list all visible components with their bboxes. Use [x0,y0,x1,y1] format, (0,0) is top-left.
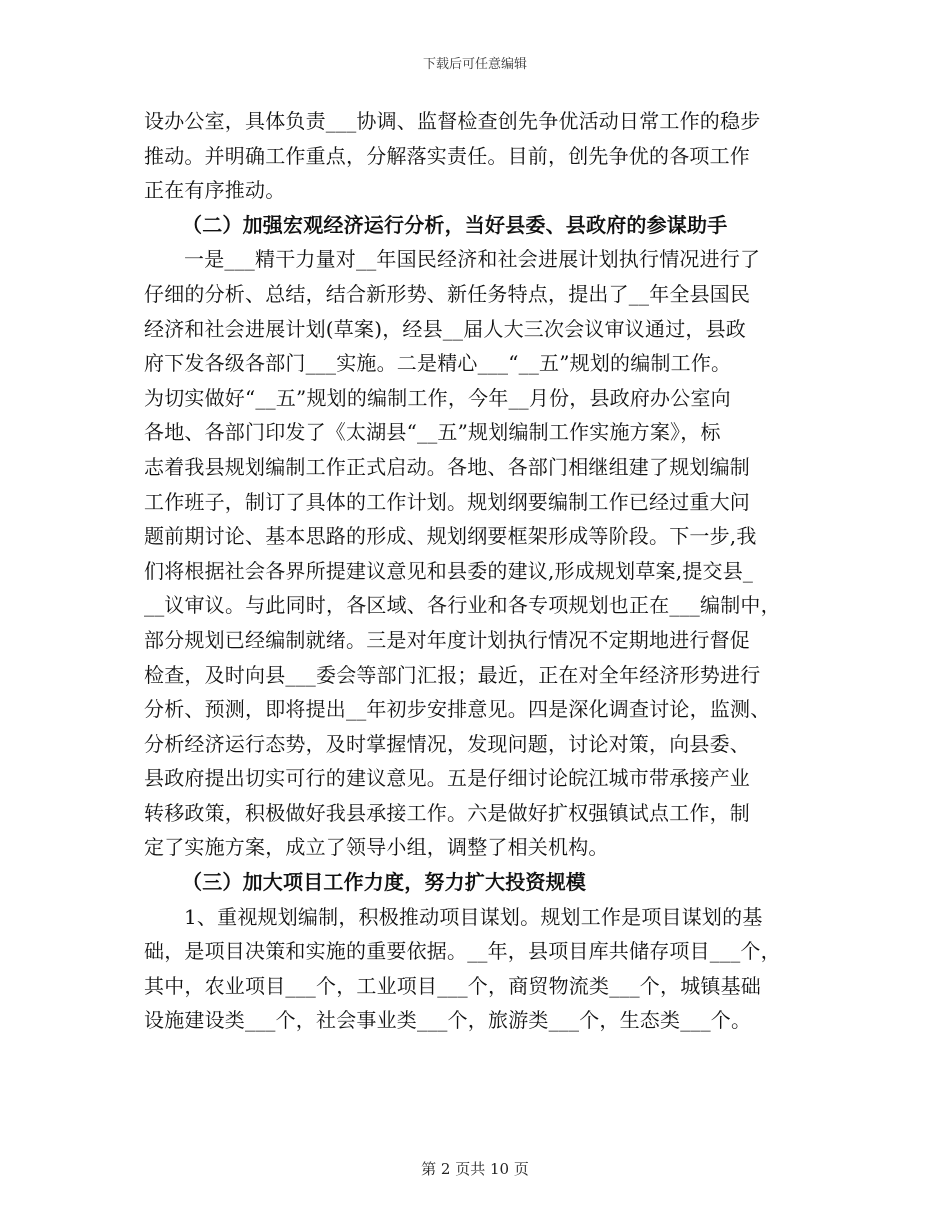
page-header: 下载后可任意编辑 [422,57,527,72]
text-line: 工作班子，制订了具体的工作计划。规划纲要编制工作已经过重大问 [144,489,750,514]
text-line: 仔细的分析、总结，结合新形势、新任务特点，提出了__年全县国民 [144,281,751,306]
text-line: 题前期讨论、基本思路的形成、规划纲要框架形成等阶段。下一步,我 [144,524,757,549]
text-line: 检查，及时向县___委会等部门汇报；最近，正在对全年经济形势进行 [144,662,761,687]
text-line: 分析、预测，即将提出__年初步安排意见。四是深化调查讨论，监测、 [144,697,771,722]
text-line: 推动。并明确工作重点，分解落实责任。目前，创先争优的各项工作 [144,143,750,168]
text-line: 分析经济运行态势，及时掌握情况，发现问题，讨论对策，向县委、 [144,731,750,756]
page-footer: 第 2 页共 10 页 [421,1160,529,1178]
text-line: 设施建设类___个，社会事业类___个，旅游类___个，生态类___个。 [144,1008,752,1033]
text-line: 础，是项目决策和实施的重要依据。__年，县项目库共储存项目___个， [144,939,781,964]
text-line: 为切实做好“__五”规划的编制工作，今年__月份，县政府办公室向 [144,385,731,410]
text-line: 们将根据社会各界所提建议意见和县委的建议,形成规划草案,提交县_ [144,558,754,583]
text-line: 府下发各级各部门___实施。二是精心___“__五”规划的编制工作。 [144,351,732,376]
text-line: 经济和社会进展计划(草案)，经县__届人大三次会议审议通过，县政 [144,316,747,341]
document-body [144,104,816,1038]
text-line: 定了实施方案，成立了领导小组，调整了相关机构。 [144,835,609,860]
text-line: 一是___精干力量对__年国民经济和社会进展计划执行情况进行了 [184,247,761,272]
text-line: 1、重视规划编制，积极推动项目谋划。规划工作是项目谋划的基 [184,904,763,929]
text-line: 县政府提出切实可行的建议意见。五是仔细讨论皖江城市带承接产业 [144,766,750,791]
text-line: __议审议。与此同时，各区域、各行业和各专项规划也正在___编制中， [144,593,781,618]
text-line: 设办公室，具体负责___协调、监督检查创先争优活动日常工作的稳步 [144,109,761,133]
text-line: 正在有序推动。 [144,178,286,203]
text-line: 志着我县规划编制工作正式启动。各地、各部门相继组建了规划编制 [144,454,750,479]
text-line: 转移政策，积极做好我县承接工作。六是做好扩权强镇试点工作，制 [144,800,750,825]
text-line: 其中，农业项目___个，工业项目___个，商贸物流类___个，城镇基础 [144,973,761,998]
section-heading: （三）加大项目工作力度，努力扩大投资规模 [182,870,586,895]
text-line: 部分规划已经编制就绪。三是对年度计划执行情况不定期地进行督促 [144,627,750,652]
text-line: 各地、各部门印发了《太湖县“__五”规划编制工作实施方案》，标 [144,420,721,445]
section-heading: （二）加强宏观经济运行分析，当好县委、县政府的参谋助手 [182,212,728,237]
